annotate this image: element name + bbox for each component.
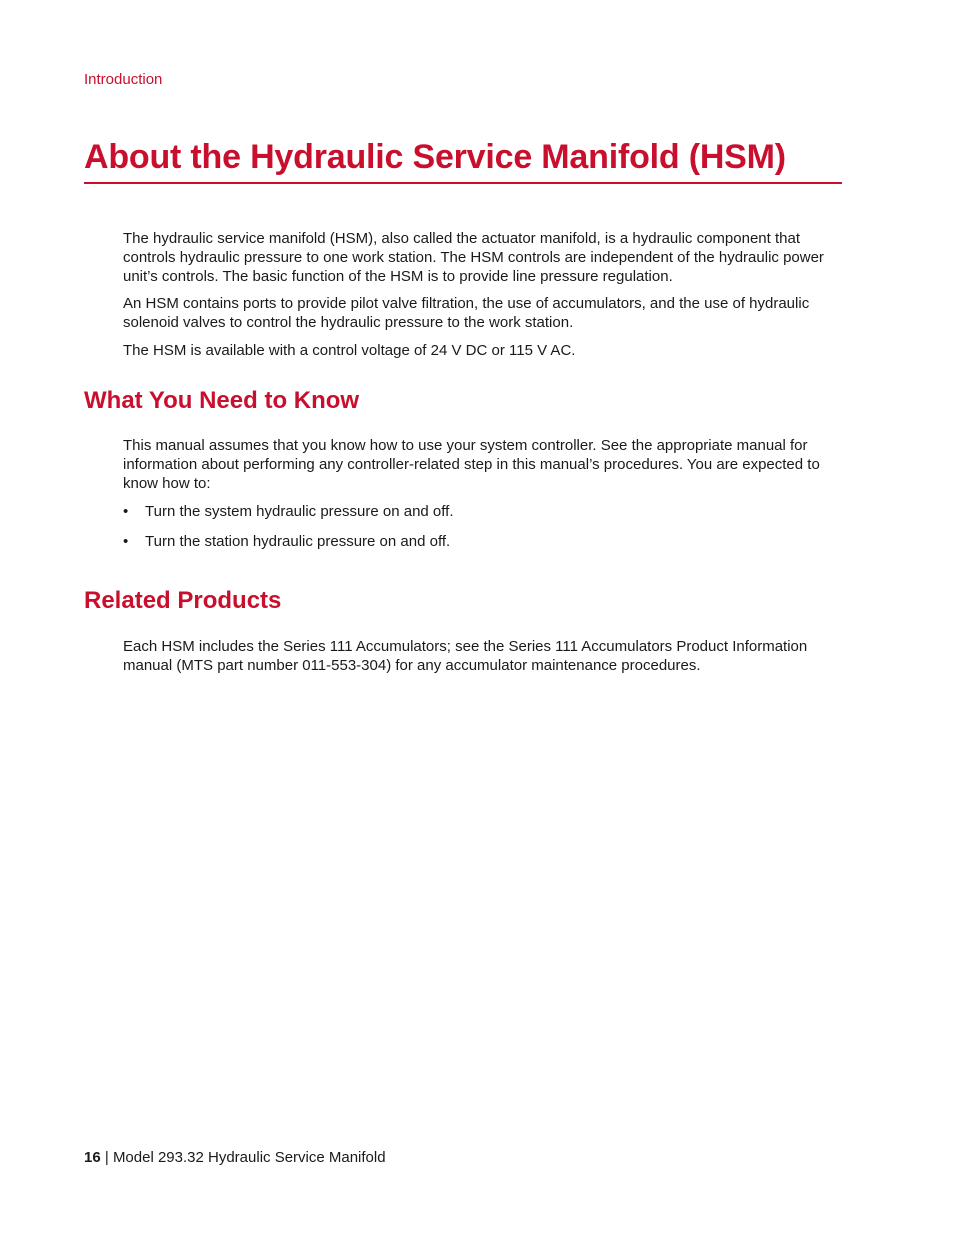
breadcrumb: Introduction — [84, 71, 163, 88]
bullet-icon: • — [123, 503, 129, 520]
section-heading-what-you-need-to-know: What You Need to Know — [84, 387, 360, 414]
bullet-icon: • — [123, 533, 129, 550]
list-item-text: Turn the system hydraulic pressure on and off. — [145, 503, 454, 520]
list-item — [123, 502, 845, 521]
list-item — [123, 532, 845, 551]
section-heading-related-products: Related Products — [84, 587, 282, 614]
intro-paragraph-1: The hydraulic service manifold (HSM), also called the actuator manifold, is a hydraulic component that controls hydraulic pressure to one work station. The HSM controls are independent of the hydraulic power unit’s controls. The basic function of the HSM is to provide line pressure regulation. — [123, 230, 824, 285]
section-paragraph-related-products: Each HSM includes the Series 111 Accumulators; see the Series 111 Accumulators Product Information manual (MTS part number 011-553-304) for any accumulator maintenance procedures. — [123, 638, 808, 674]
page-footer — [84, 1149, 386, 1166]
footer-separator: | — [104, 1149, 109, 1166]
section-paragraph-what-you-need-to-know: This manual assumes that you know how to use your system controller. See the appropriate manual for information about performing any controller-related step in this manual’s procedures. You are expected to know how to: — [123, 437, 820, 492]
intro-paragraph-2: An HSM contains ports to provide pilot valve filtration, the use of accumulators, and the use of hydraulic solenoid valves to control the hydraulic pressure to the work station. — [123, 295, 810, 331]
list-item-text: Turn the station hydraulic pressure on and off. — [145, 533, 451, 550]
page-number: 16 — [84, 1149, 101, 1166]
page-title: About the Hydraulic Service Manifold (HSM) — [84, 136, 842, 184]
footer-doc-title: Model 293.32 Hydraulic Service Manifold — [112, 1149, 386, 1166]
intro-paragraph-3: The HSM is available with a control voltage of 24 V DC or 115 V AC. — [123, 342, 576, 359]
